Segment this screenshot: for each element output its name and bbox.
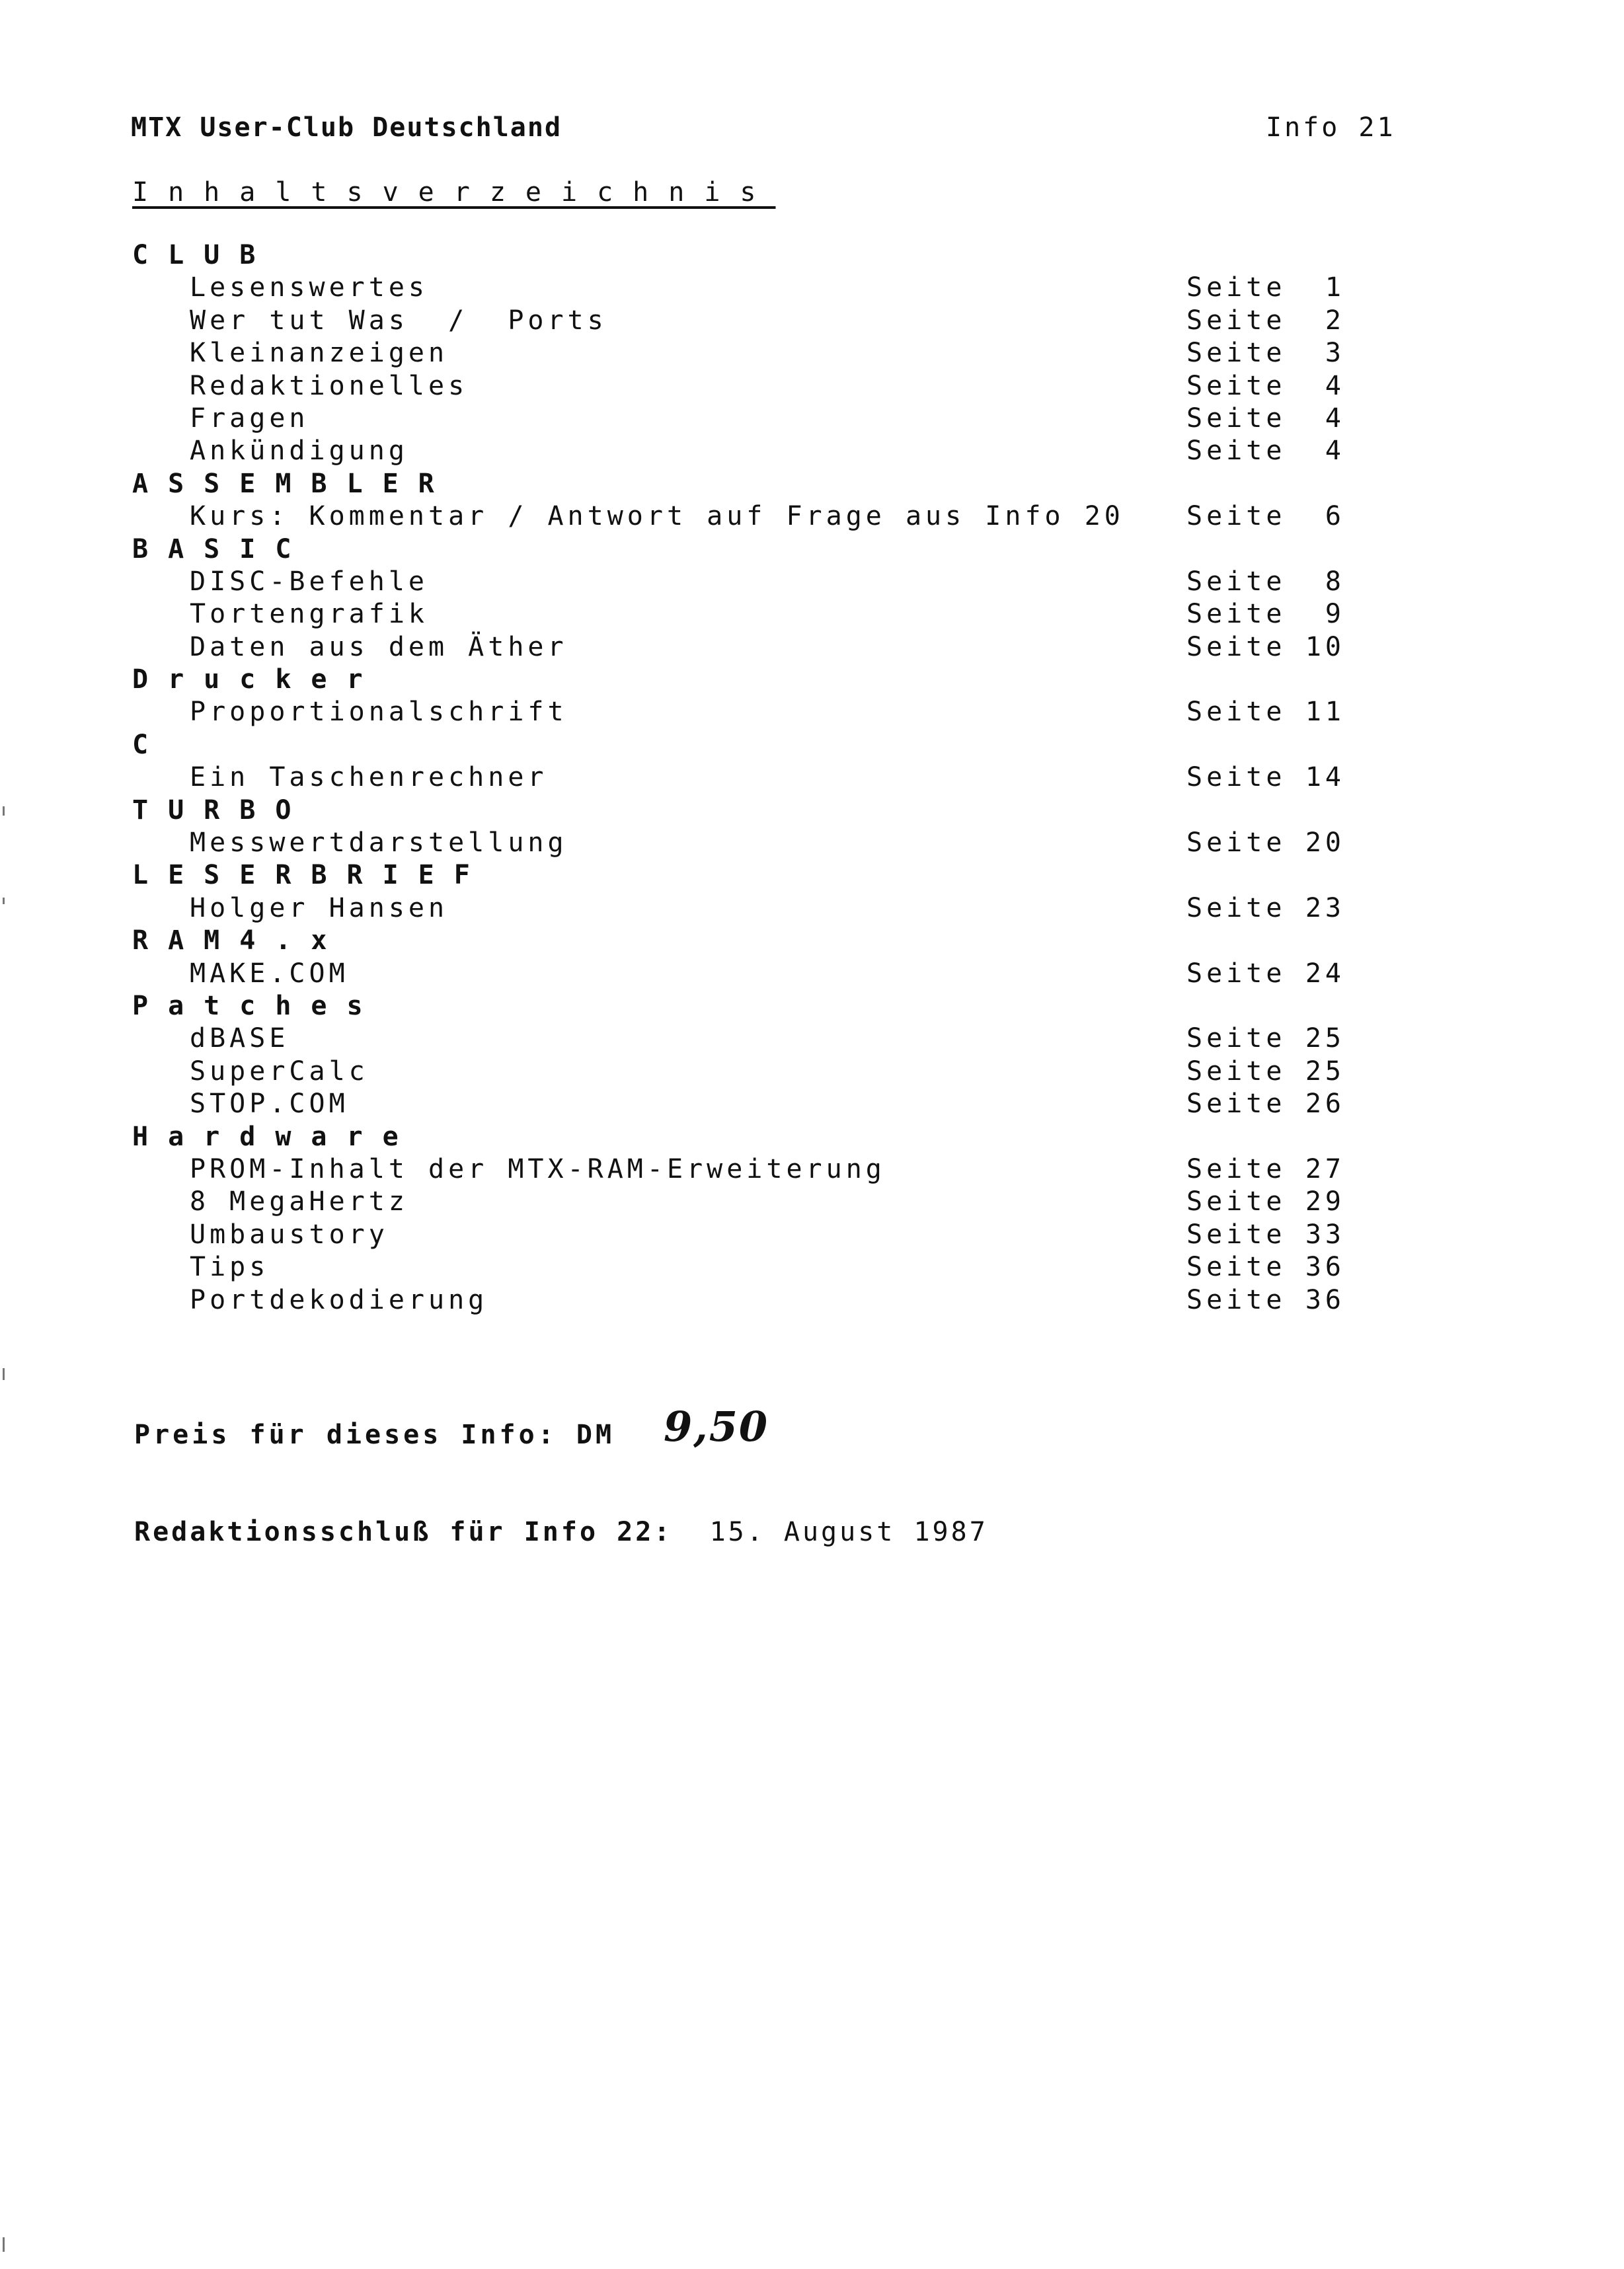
- deadline-line: [134, 1517, 988, 1547]
- toc-category-row: [0, 990, 1624, 1022]
- page-number: 4: [1325, 403, 1345, 434]
- toc-entry-title: Kleinanzeigen: [190, 338, 449, 369]
- toc-entry-page: [1186, 272, 1345, 304]
- page-label: Seite: [1186, 1023, 1286, 1054]
- page-label: Seite: [1186, 1186, 1286, 1217]
- toc-entry-row: [0, 1284, 1624, 1317]
- toc-category: CLUB: [132, 240, 276, 270]
- page-number: 4: [1325, 436, 1345, 467]
- toc-category-row: [0, 468, 1624, 500]
- toc-entry-row: [0, 1022, 1624, 1055]
- page-label: Seite: [1186, 827, 1286, 859]
- toc-category: RAM4.x: [132, 925, 347, 956]
- toc-entry-page: [1186, 500, 1345, 533]
- page-number: 8: [1325, 566, 1345, 597]
- page-label: Seite: [1186, 1284, 1286, 1315]
- page-label: Seite: [1186, 1219, 1286, 1250]
- page-label: Seite: [1186, 501, 1286, 532]
- toc-entry-row: [0, 403, 1624, 435]
- toc-entry-page: [1186, 403, 1345, 435]
- toc-entry-row: [0, 272, 1624, 304]
- toc-category: TURBO: [132, 794, 311, 826]
- page-label: Seite: [1186, 697, 1286, 728]
- toc-entry-row: [0, 1153, 1624, 1186]
- price-handwritten-value: 9,50: [664, 1403, 769, 1451]
- toc-entry-page: [1186, 1186, 1345, 1218]
- toc-entry-page: [1186, 1056, 1345, 1088]
- toc-entry-page: [1186, 1251, 1345, 1284]
- scan-mark: [3, 1368, 5, 1380]
- price-label: Preis für dieses Info: DM: [134, 1420, 615, 1450]
- page-label: Seite: [1186, 892, 1286, 923]
- page-number: 25: [1305, 1056, 1345, 1087]
- toc-entry-page: [1186, 566, 1345, 598]
- toc-entry-title: SuperCalc: [190, 1056, 369, 1087]
- page-label: Seite: [1186, 305, 1286, 336]
- toc-entry-title: Tips: [190, 1252, 270, 1283]
- toc-entry-title: Fragen: [190, 403, 309, 434]
- toc-entry-row: [0, 1251, 1624, 1284]
- issue-number: Info 21: [1266, 112, 1396, 143]
- toc-entry-title: Proportionalschrift: [190, 697, 568, 728]
- page-label: Seite: [1186, 1252, 1286, 1283]
- toc-category-row: [0, 794, 1624, 827]
- toc-entry-page: [1186, 370, 1345, 403]
- toc-category: ASSEMBLER: [132, 468, 454, 499]
- page-number: 1: [1325, 272, 1345, 303]
- toc-entry-page: [1186, 892, 1345, 925]
- page-label: Seite: [1186, 403, 1286, 434]
- deadline-date: 15. August 1987: [709, 1517, 988, 1547]
- toc-category: LESERBRIEF: [132, 860, 490, 891]
- toc-entry-row: [0, 500, 1624, 533]
- toc-entry-page: [1186, 1219, 1345, 1251]
- page-number: 9: [1325, 599, 1345, 630]
- toc-entry-title: MAKE.COM: [190, 958, 349, 989]
- toc-entry-title: Daten aus dem Äther: [190, 631, 568, 662]
- page-label: Seite: [1186, 599, 1286, 630]
- toc-category-row: [0, 859, 1624, 892]
- page-number: 33: [1305, 1219, 1345, 1250]
- toc-entry-page: [1186, 696, 1345, 728]
- page-number: 6: [1325, 501, 1345, 532]
- toc-entry-row: [0, 1186, 1624, 1218]
- toc-entry-page: [1186, 598, 1345, 631]
- scan-mark: [3, 806, 5, 816]
- page-number: 4: [1325, 370, 1345, 401]
- toc-entry-page: [1186, 1153, 1345, 1186]
- toc-entry-title: DISC-Befehle: [190, 566, 428, 597]
- page-number: 3: [1325, 338, 1345, 369]
- toc-entry-title: Wer tut Was / Ports: [190, 305, 607, 336]
- toc-entry-title: Holger Hansen: [190, 892, 449, 923]
- scan-mark: [3, 2237, 5, 2252]
- toc-entry-page: [1186, 1284, 1345, 1317]
- toc-entry-page: [1186, 435, 1345, 467]
- toc-entry-page: [1186, 761, 1345, 794]
- toc-entry-row: [0, 1219, 1624, 1251]
- toc-entry-page: [1186, 827, 1345, 859]
- scan-mark: [3, 898, 5, 904]
- toc-category-row: [0, 664, 1624, 696]
- toc-category-row: [0, 239, 1624, 272]
- toc-category-row: [0, 533, 1624, 566]
- page-number: 20: [1305, 827, 1345, 859]
- page-number: 24: [1305, 958, 1345, 989]
- club-name: MTX User-Club Deutschland: [131, 112, 562, 143]
- toc-category-row: [0, 729, 1624, 761]
- page-label: Seite: [1186, 1153, 1286, 1184]
- page-number: 36: [1305, 1252, 1345, 1283]
- toc-entry-row: [0, 566, 1624, 598]
- toc-entry-row: [0, 305, 1624, 337]
- page-label: Seite: [1186, 338, 1286, 369]
- toc-category: BASIC: [132, 533, 311, 564]
- page-label: Seite: [1186, 272, 1286, 303]
- page-label: Seite: [1186, 370, 1286, 401]
- table-of-contents: [0, 239, 1624, 1317]
- toc-entry-row: [0, 337, 1624, 369]
- page-label: Seite: [1186, 762, 1286, 793]
- page-number: 29: [1305, 1186, 1345, 1217]
- toc-entry-page: [1186, 631, 1345, 664]
- deadline-label: Redaktionsschluß für Info 22:: [134, 1517, 673, 1547]
- toc-category: Drucker: [132, 664, 383, 695]
- page-label: Seite: [1186, 958, 1286, 989]
- toc-entry-page: [1186, 305, 1345, 337]
- page-number: 10: [1305, 631, 1345, 662]
- page-number: 25: [1305, 1023, 1345, 1054]
- toc-entry-row: [0, 827, 1624, 859]
- toc-entry-title: Kurs: Kommentar / Antwort auf Frage aus Info 20: [190, 501, 1124, 532]
- toc-entry-row: [0, 958, 1624, 990]
- toc-entry-page: [1186, 1022, 1345, 1055]
- toc-entry-title: Lesenswertes: [190, 272, 428, 303]
- toc-entry-page: [1186, 337, 1345, 369]
- toc-entry-title: Ein Taschenrechner: [190, 762, 548, 793]
- page-label: Seite: [1186, 631, 1286, 662]
- toc-entry-title: Messwertdarstellung: [190, 827, 568, 859]
- toc-entry-title: PROM-Inhalt der MTX-RAM-Erweiterung: [190, 1153, 886, 1184]
- toc-entry-title: Tortengrafik: [190, 599, 428, 630]
- toc-entry-title: Portdekodierung: [190, 1284, 488, 1315]
- toc-entry-row: [0, 761, 1624, 794]
- toc-category-row: [0, 925, 1624, 957]
- toc-entry-row: [0, 1056, 1624, 1088]
- page-number: 14: [1305, 762, 1345, 793]
- page-number: 26: [1305, 1089, 1345, 1120]
- toc-entry-title: Ankündigung: [190, 436, 408, 467]
- toc-entry-row: [0, 370, 1624, 403]
- page-label: Seite: [1186, 566, 1286, 597]
- page-number: 27: [1305, 1153, 1345, 1184]
- page-number: 36: [1305, 1284, 1345, 1315]
- toc-category: Patches: [132, 990, 383, 1021]
- toc-entry-row: [0, 1088, 1624, 1120]
- page-label: Seite: [1186, 436, 1286, 467]
- toc-category: Hardware: [132, 1121, 418, 1152]
- toc-category: C: [132, 729, 169, 760]
- toc-category-row: [0, 1121, 1624, 1153]
- toc-entry-row: [0, 631, 1624, 664]
- toc-entry-title: STOP.COM: [190, 1089, 349, 1120]
- toc-heading: Inhaltsverzeichnis: [132, 177, 776, 208]
- toc-entry-row: [0, 435, 1624, 467]
- toc-entry-row: [0, 598, 1624, 631]
- toc-entry-row: [0, 696, 1624, 728]
- page-label: Seite: [1186, 1056, 1286, 1087]
- toc-entry-title: Umbaustory: [190, 1219, 389, 1250]
- page-number: 11: [1305, 697, 1345, 728]
- page-number: 23: [1305, 892, 1345, 923]
- page-label: Seite: [1186, 1089, 1286, 1120]
- toc-entry-title: Redaktionelles: [190, 370, 469, 401]
- toc-entry-title: 8 MegaHertz: [190, 1186, 408, 1217]
- toc-entry-page: [1186, 1088, 1345, 1120]
- toc-entry-page: [1186, 958, 1345, 990]
- page-number: 2: [1325, 305, 1345, 336]
- toc-entry-title: dBASE: [190, 1023, 290, 1054]
- toc-entry-row: [0, 892, 1624, 925]
